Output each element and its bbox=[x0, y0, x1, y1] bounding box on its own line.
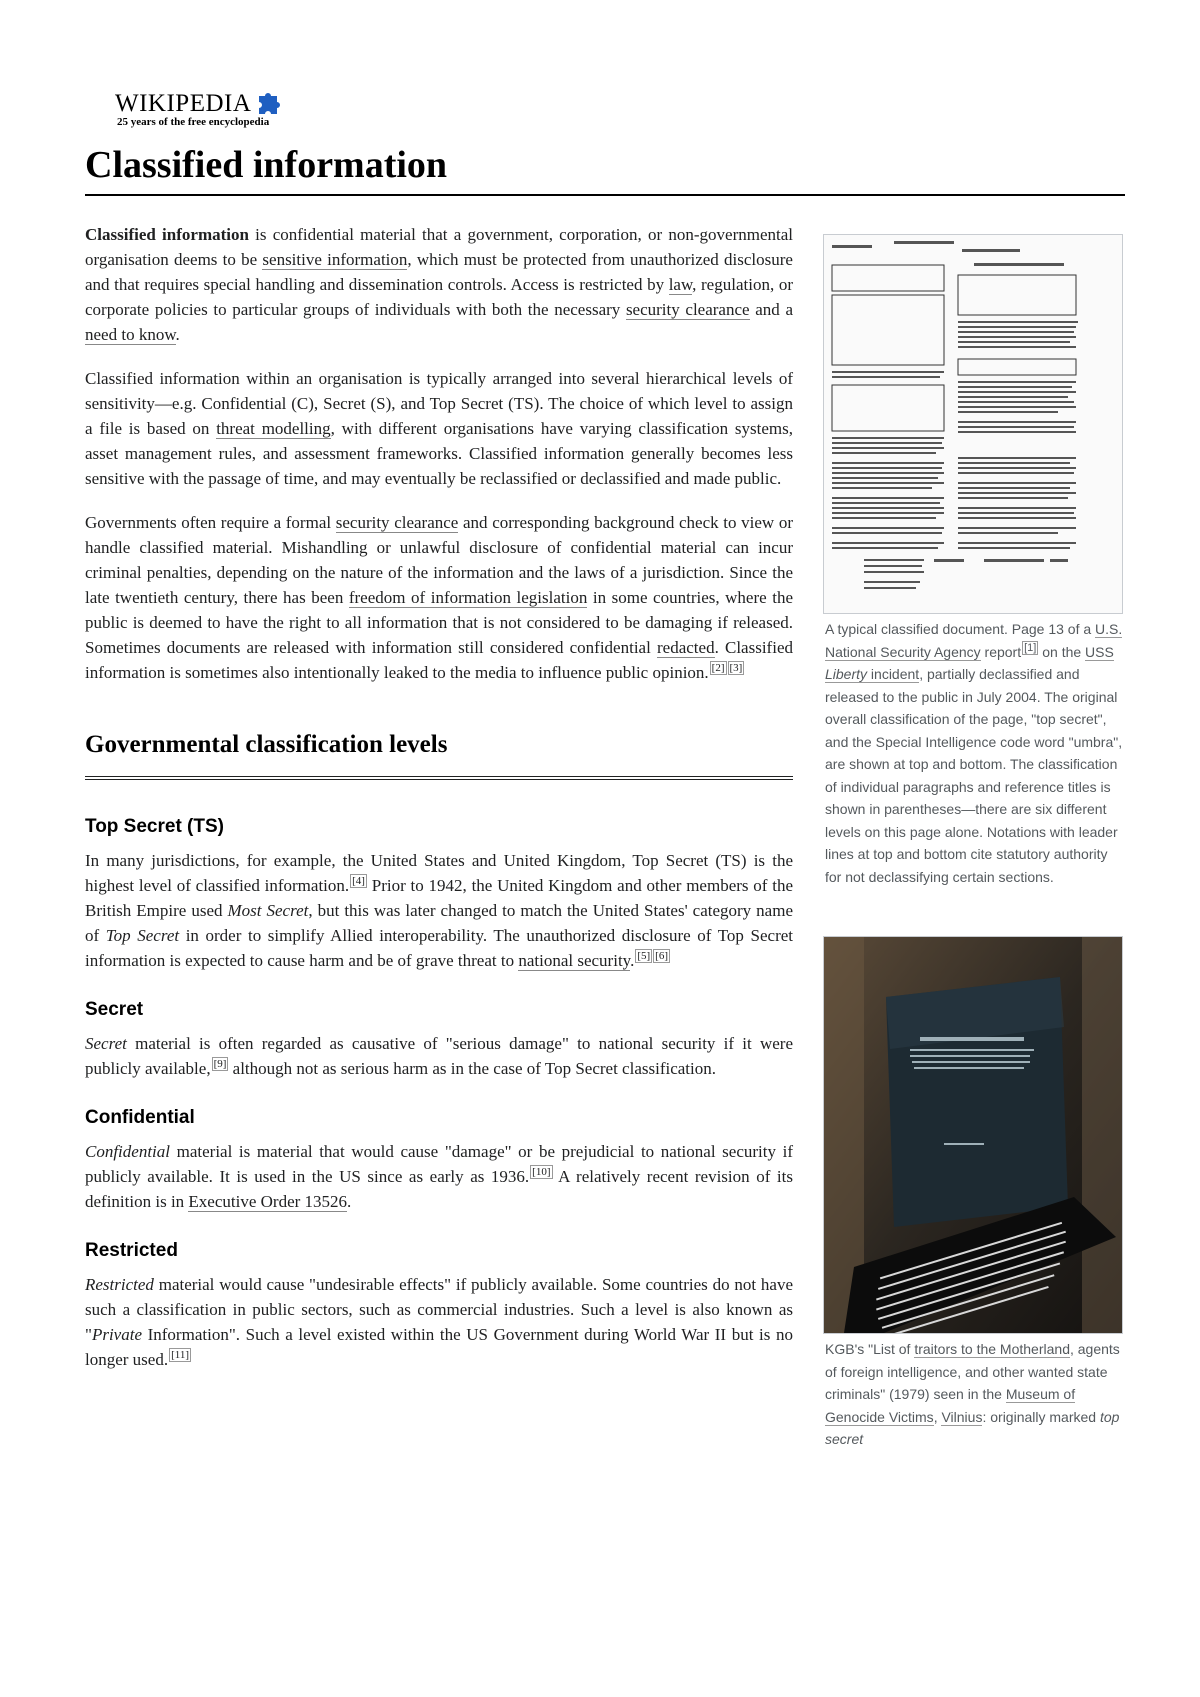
link-need-to-know[interactable]: need to know bbox=[85, 325, 176, 344]
kgb-list-photo[interactable] bbox=[823, 936, 1123, 1334]
secret-paragraph: Secret material is often regarded as causative of "serious damage" to national security if it were publicly available, [9] although not as serious harm as in the case of Top Secret classification. bbox=[85, 1034, 793, 1078]
link-security-clearance-2[interactable]: security clearance bbox=[335, 513, 459, 532]
intro-paragraph-1: Classified information is confidential material that a government, corporation, or non-governmental organisation deems to be sensitive information, which must be protected from unauthorized disclosure and that requires special handling and dissemination controls. Access is restricted by law, regulation, or corporate policies to particular groups of individuals with both the necessary security clearance and a need to know. bbox=[85, 225, 793, 344]
kgb-list-photo-thumbnail bbox=[824, 937, 1122, 1333]
reference-link[interactable]: [1] bbox=[1024, 641, 1037, 654]
link-museum-of-genocide-victims[interactable]: Museum of Genocide Victims bbox=[825, 1386, 1076, 1425]
reference-link[interactable]: [9] bbox=[213, 1058, 227, 1071]
link-security-clearance[interactable]: security clearance bbox=[625, 300, 750, 319]
page-title: Classified information bbox=[85, 144, 448, 186]
reference-link[interactable]: [11] bbox=[171, 1349, 190, 1362]
confidential-paragraph: Confidential material is material that would cause "damage" or be prejudicial to national security if publicly available. It is used in the US since as early as 1936. [10] A relatively recent revision of its definition is in Executive Order 13526. bbox=[85, 1142, 793, 1211]
subheading-restricted: Restricted bbox=[85, 1240, 178, 1261]
reference-link[interactable]: [5] bbox=[637, 950, 651, 963]
subheading-secret: Secret bbox=[85, 999, 144, 1020]
link-nsa[interactable]: U.S. National Security Agency bbox=[825, 621, 1123, 660]
lead-term: Classified information bbox=[85, 225, 249, 244]
subheading-top-secret: Top Secret (TS) bbox=[85, 816, 224, 837]
reference-link[interactable]: [2] bbox=[711, 662, 725, 675]
link-redacted[interactable]: redacted bbox=[657, 638, 715, 657]
figure-column bbox=[823, 234, 1123, 1451]
reference-link[interactable]: [6] bbox=[655, 950, 668, 963]
link-national-security[interactable]: national security bbox=[518, 951, 631, 970]
link-threat-modelling[interactable]: threat modelling bbox=[216, 419, 331, 438]
reference-link[interactable]: [10] bbox=[532, 1166, 551, 1179]
classified-document-image[interactable] bbox=[823, 234, 1123, 614]
link-law[interactable]: law bbox=[668, 275, 693, 294]
classified-document-thumbnail bbox=[824, 235, 1122, 613]
title-divider bbox=[85, 194, 1125, 196]
logo-tagline: 25 years of the free encyclopedia bbox=[117, 116, 270, 128]
link-traitors-to-the-motherland[interactable]: traitors to the Motherland bbox=[914, 1341, 1070, 1357]
figure-2-caption: KGB's "List of traitors to the Motherland, agents of foreign intelligence, and other wanted state criminals" (1979) seen in the Museum of Genocide Victims, Vilnius: originally marked top secret bbox=[825, 1341, 1120, 1447]
figure-1-caption: A typical classified document. Page 13 of a U.S. National Security Agency report [1] on the USS Liberty incident, partially declassified and released to the public in July 2004. The original overall classification of the page, "top secret", and the Special Intelligence code word "umbra", are shown at top and bottom. The classification of individual paragraphs and reference titles is shown in parentheses—there are six different levels on this page alone. Notations with leader lines at top and bottom cite statutory authority for not declassifying certain sections. bbox=[825, 621, 1123, 885]
reference-link[interactable]: [4] bbox=[352, 875, 365, 888]
restricted-paragraph: Restricted material would cause "undesirable effects" if publicly available. Some countries do not have such a classification in public sectors, such as commercial industries. Such a level is also known as "Private Information". Such a level existed within the US Government during World War II but is no longer used. [11] bbox=[85, 1275, 793, 1369]
top-secret-paragraph: In many jurisdictions, for example, the United States and United Kingdom, Top Secret (TS) is the highest level of classified information. [4] Prior to 1942, the United Kingdom and other members of the British Empire used Most Secret, but this was later changed to match the United States' category name of Top Secret in order to simplify Allied interoperability. The unauthorized disclosure of Top Secret information is expected to cause harm and be of grave threat to national security. [5] [6] bbox=[85, 851, 794, 970]
puzzle-globe-icon bbox=[253, 90, 283, 118]
link-freedom-of-information-legislation[interactable]: freedom of information legislation bbox=[348, 588, 588, 607]
subheading-confidential: Confidential bbox=[85, 1107, 195, 1128]
link-uss-liberty-incident[interactable]: USS Liberty incident bbox=[825, 643, 1114, 682]
link-executive-order-13526[interactable]: Executive Order 13526 bbox=[188, 1192, 348, 1211]
reference-link[interactable]: [3] bbox=[729, 662, 743, 675]
intro-paragraph-2: Classified information within an organisation is typically arranged into several hierarchical levels of sensitivity—e.g. Confidential (C), Secret (S), and Top Secret (TS). The choice of which level to assign a file is based on threat modelling, with different organisations have varying classification systems, asset management rules, and assessment frameworks. Classified information generally becomes less sensitive with the passage of time, and may eventually be reclassified or declassified and made public. bbox=[85, 369, 793, 488]
wikipedia-logo[interactable] bbox=[115, 90, 283, 128]
intro-paragraph-3: Governments often require a formal security clearance and corresponding background check to view or handle classified material. Mishandling or unlawful disclosure of confidential material can incur criminal penalties, depending on the nature of the information and the laws of a jurisdiction. Since the late twentieth century, there has been freedom of information legislation in some countries, where the public is deemed to have the right to all information that is not considered to be damaging if released. Sometimes documents are released with information still considered confidential redacted. Classified information is sometimes also intentionally leaked to the media to influence public opinion. [2] [3] bbox=[85, 513, 793, 682]
link-sensitive-information[interactable]: sensitive information bbox=[262, 250, 408, 269]
link-vilnius[interactable]: Vilnius bbox=[941, 1408, 983, 1425]
section-heading-classification-levels: Governmental classification levels bbox=[85, 730, 793, 780]
article-body bbox=[85, 222, 793, 1391]
logo-wordmark: WIKIPEDIA bbox=[115, 90, 252, 117]
